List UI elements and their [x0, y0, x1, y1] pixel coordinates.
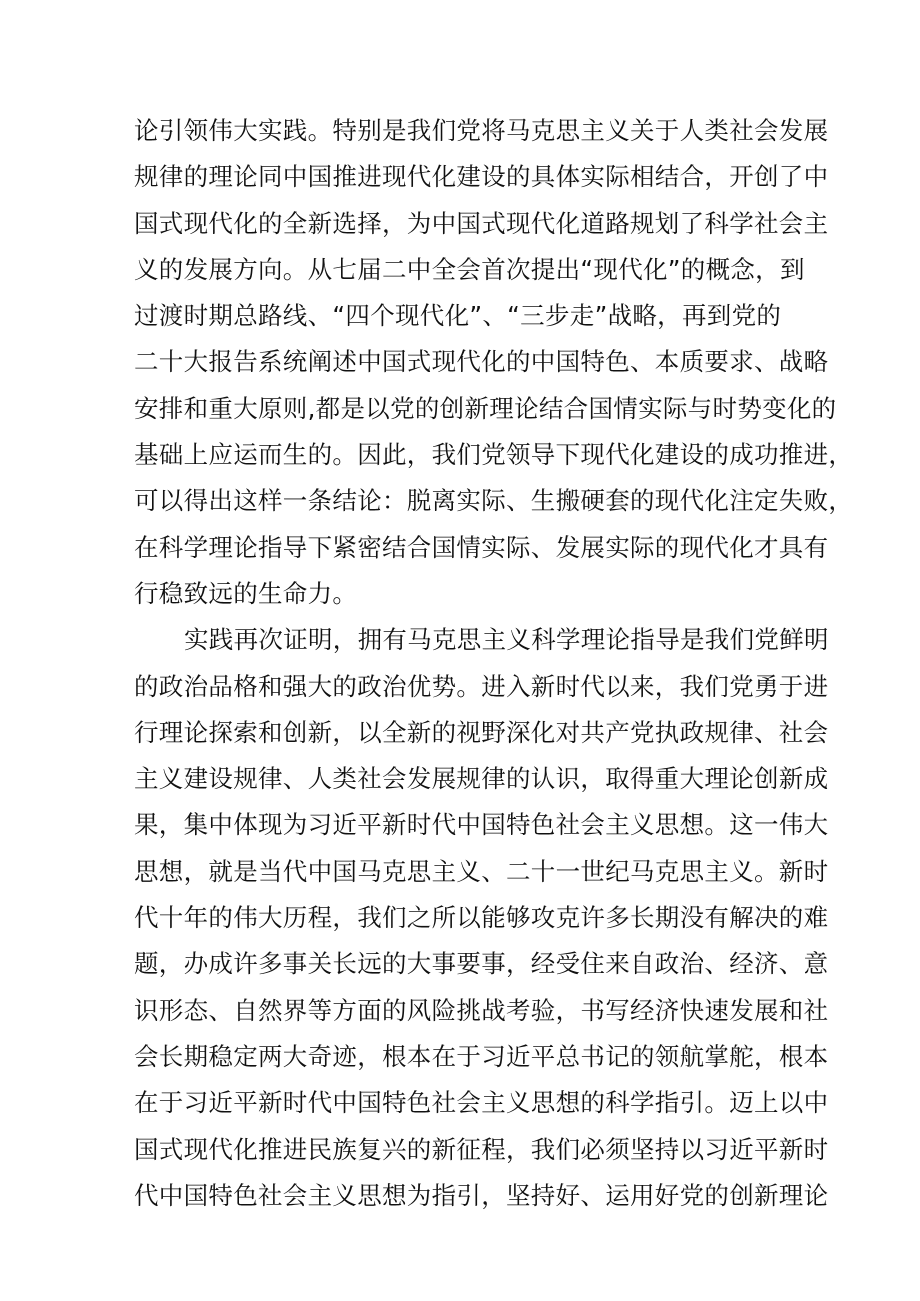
- text-line: 国式现代化的全新选择，为中国式现代化道路规划了科学社会主: [134, 208, 829, 238]
- text-line: 国式现代化推进民族复兴的新征程，我们必须坚持以习近平新时: [134, 1134, 829, 1164]
- text-line: 的政治品格和强大的政治优势。进入新时代以来，我们党勇于进: [134, 671, 829, 701]
- text-line: 行理论探索和创新，以全新的视野深化对共产党执政规律、社会: [134, 717, 829, 747]
- text-line: 规律的理论同中国推进现代化建设的具体实际相结合，开创了中: [134, 162, 829, 192]
- text-line: 义的发展方向。从七届二中全会首次提出“现代化”的概念，到: [134, 254, 805, 284]
- text-line: 果，集中体现为习近平新时代中国特色社会主义思想。这一伟大: [134, 810, 829, 840]
- text-line: 论引领伟大实践。特别是我们党将马克思主义关于人类社会发展: [134, 116, 829, 145]
- text-line: 安排和重大原则,都是以党的创新理论结合国情实际与时势变化的: [134, 393, 837, 423]
- text-line: 识形态、自然界等方面的风险挑战考验，书写经济快速发展和社: [134, 995, 829, 1025]
- paragraph: [134, 617, 829, 1219]
- text-line: 基础上应运而生的。因此，我们党领导下现代化建设的成功推进，: [134, 440, 854, 470]
- text-line: 代十年的伟大历程，我们之所以能够攻克许多长期没有解决的难: [134, 903, 829, 933]
- text-line: 在科学理论指导下紧密结合国情实际、发展实际的现代化才具有: [134, 532, 829, 562]
- text-line: 题，办成许多事关长远的大事要事，经受住来自政治、经济、意: [134, 949, 829, 979]
- text-line: 主义建设规律、人类社会发展规律的认识，取得重大理论创新成: [134, 764, 829, 794]
- text-line: 二十大报告系统阐述中国式现代化的中国特色、本质要求、战略: [134, 347, 829, 377]
- text-line: 过渡时期总路线、“四个现代化”、“三步走”战略，再到党的: [134, 301, 782, 331]
- text-line: 会长期稳定两大奇迹，根本在于习近平总书记的领航掌舵，根本: [134, 1041, 829, 1071]
- text-line: 在于习近平新时代中国特色社会主义思想的科学指引。迈上以中: [134, 1088, 829, 1118]
- text-line: 行稳致远的生命力。: [134, 578, 358, 608]
- text-line: 代中国特色社会主义思想为指引，坚持好、运用好党的创新理论: [134, 1180, 829, 1210]
- text-line: 实践再次证明，拥有马克思主义科学理论指导是我们党鲜明: [184, 625, 829, 655]
- body-text: [134, 108, 854, 1219]
- text-line: 思想，就是当代中国马克思主义、二十一世纪马克思主义。新时: [134, 856, 829, 886]
- paragraph: [134, 108, 854, 617]
- text-line: 可以得出这样一条结论：脱离实际、生搬硬套的现代化注定失败，: [134, 486, 854, 516]
